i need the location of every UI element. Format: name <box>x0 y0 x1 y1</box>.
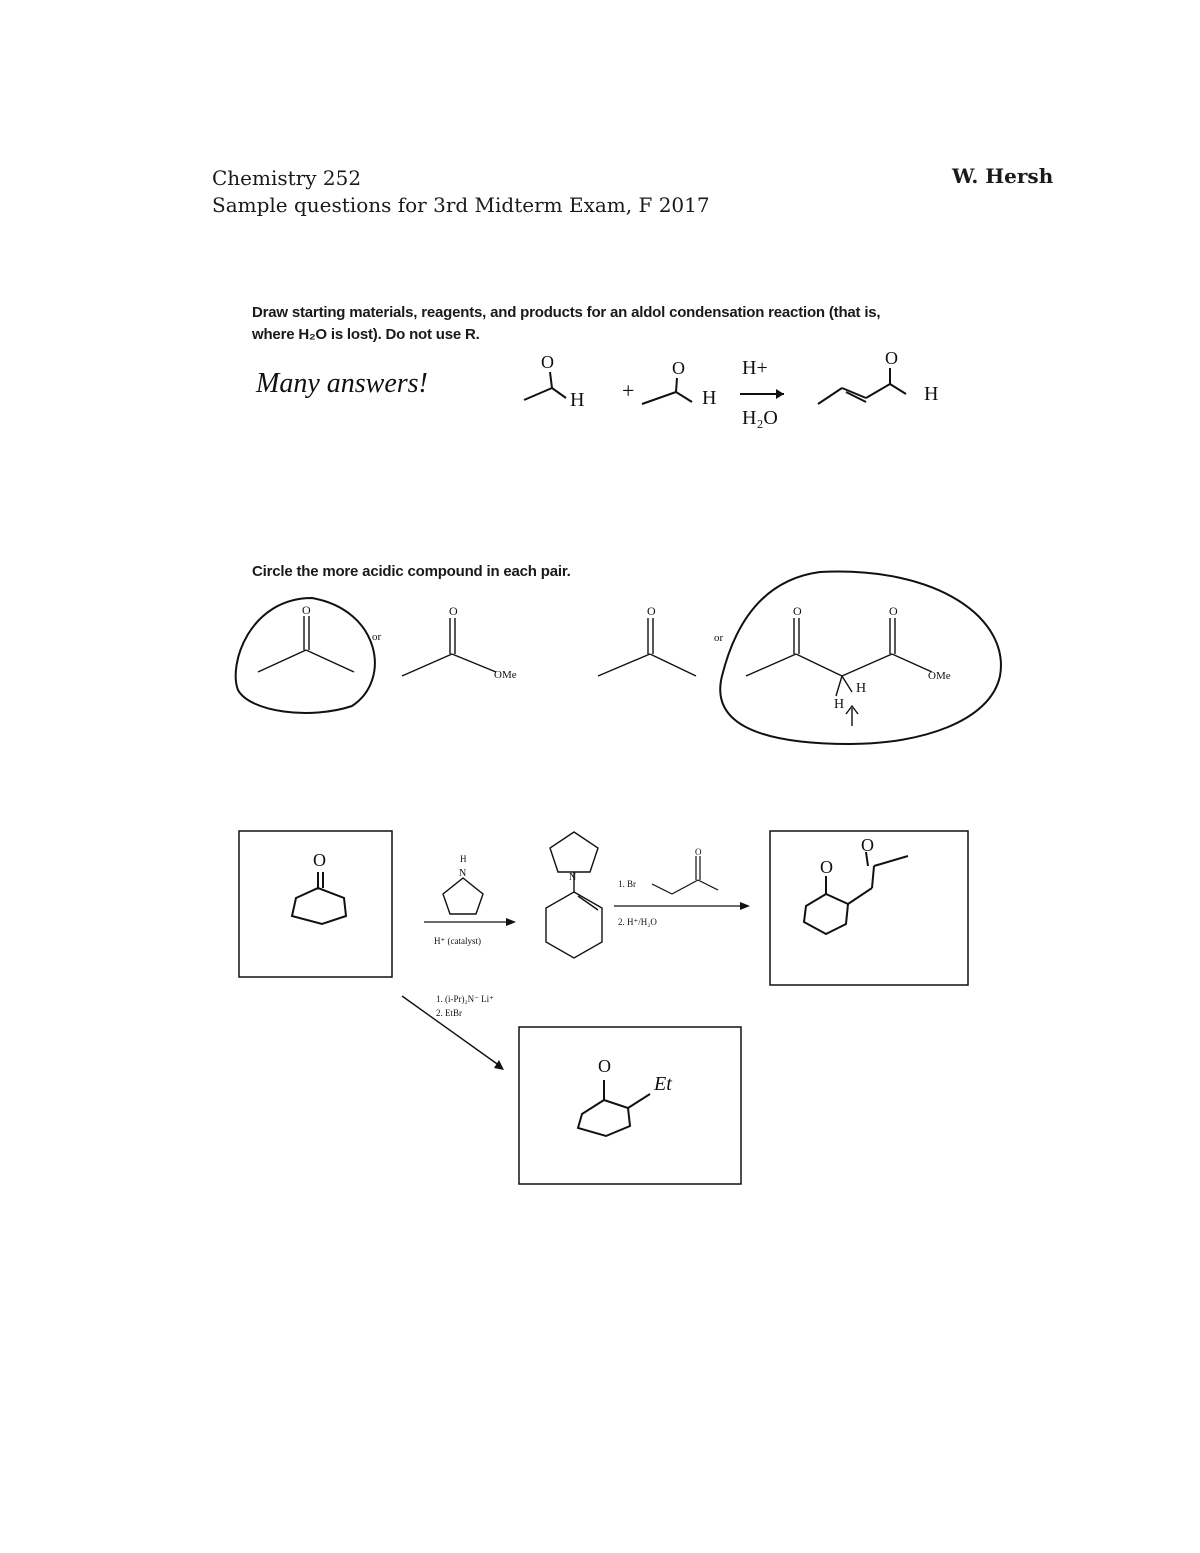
acetaldehyde-1-hydrogen: H <box>570 389 585 411</box>
product-2-ethyl: Et <box>654 1073 672 1095</box>
arrow-2-head <box>740 902 750 910</box>
arrow-3 <box>402 996 500 1066</box>
alpha-hydrogen-1: H <box>856 681 867 696</box>
bromoacetone-oxygen: O <box>695 847 702 857</box>
arrow-3-head <box>494 1060 504 1070</box>
plus-sign: + <box>622 378 635 403</box>
methyl-acetate-ome: OMe <box>494 669 517 681</box>
product-1-oxygen-ring: O <box>820 857 833 877</box>
or-label-2: or <box>714 632 724 644</box>
pyrrolidine-h: H <box>460 854 467 864</box>
enamine-structure <box>546 832 602 958</box>
reagent-water: H₂O <box>742 407 778 429</box>
alkylation-step-1: 1. Br <box>618 879 636 889</box>
acetoacetate-ome: OMe <box>928 670 951 682</box>
course-title: Chemistry 252 <box>212 166 362 190</box>
acetaldehyde-2-hydrogen: H <box>702 387 717 409</box>
alkylation-step-2: 2. H⁺/H₂O <box>618 917 657 927</box>
acetone-oxygen: O <box>302 603 311 617</box>
author-name: W. Hersh <box>952 164 1054 188</box>
acetaldehyde-2-oxygen: O <box>672 358 685 378</box>
question-2-prompt: Circle the more acidic compound in each pair. <box>252 563 571 580</box>
cyclohexanone-sketch-1 <box>292 872 346 924</box>
lda-step-2: 2. EtBr <box>436 1008 462 1018</box>
bromoacetone-structure <box>652 856 718 894</box>
pyrrolidine-n: N <box>459 868 467 879</box>
acetone-2-oxygen: O <box>647 604 656 618</box>
enamine-n: N <box>569 872 577 883</box>
or-label-1: or <box>372 631 382 643</box>
cyclohexanone-1-oxygen: O <box>313 850 326 870</box>
catalyst-label: H⁺ (catalyst) <box>434 936 481 946</box>
acetoacetate-oxygen-1: O <box>793 604 802 618</box>
product-oxygen: O <box>885 348 898 368</box>
alpha-hydrogen-2: H <box>834 697 845 712</box>
question-1-prompt-line1: Draw starting materials, reagents, and products for an aldol condensation reaction (that is, <box>252 304 881 321</box>
ethylcyclohexanone-sketch <box>578 1080 650 1136</box>
reagent-acid: H+ <box>742 357 768 379</box>
pyrrolidine-structure <box>443 878 483 914</box>
question-1-prompt-line2: where H₂O is lost). Do not use R. <box>252 326 480 343</box>
product-1-oxygen-chain: O <box>861 835 874 855</box>
acetoacetate-oxygen-2: O <box>889 604 898 618</box>
exam-subtitle: Sample questions for 3rd Midterm Exam, F 2017 <box>212 193 710 217</box>
handwritten-answer-note: Many answers! <box>256 368 428 399</box>
methyl-acetate-oxygen: O <box>449 604 458 618</box>
acetaldehyde-1-oxygen: O <box>541 352 554 372</box>
lda-step-1: 1. (i-Pr)₂N⁻ Li⁺ <box>436 994 494 1004</box>
arrow-1-head <box>506 918 516 926</box>
ethylation-product-box <box>519 1027 741 1184</box>
product-hydrogen: H <box>924 383 939 405</box>
product-2-oxygen: O <box>598 1056 611 1076</box>
